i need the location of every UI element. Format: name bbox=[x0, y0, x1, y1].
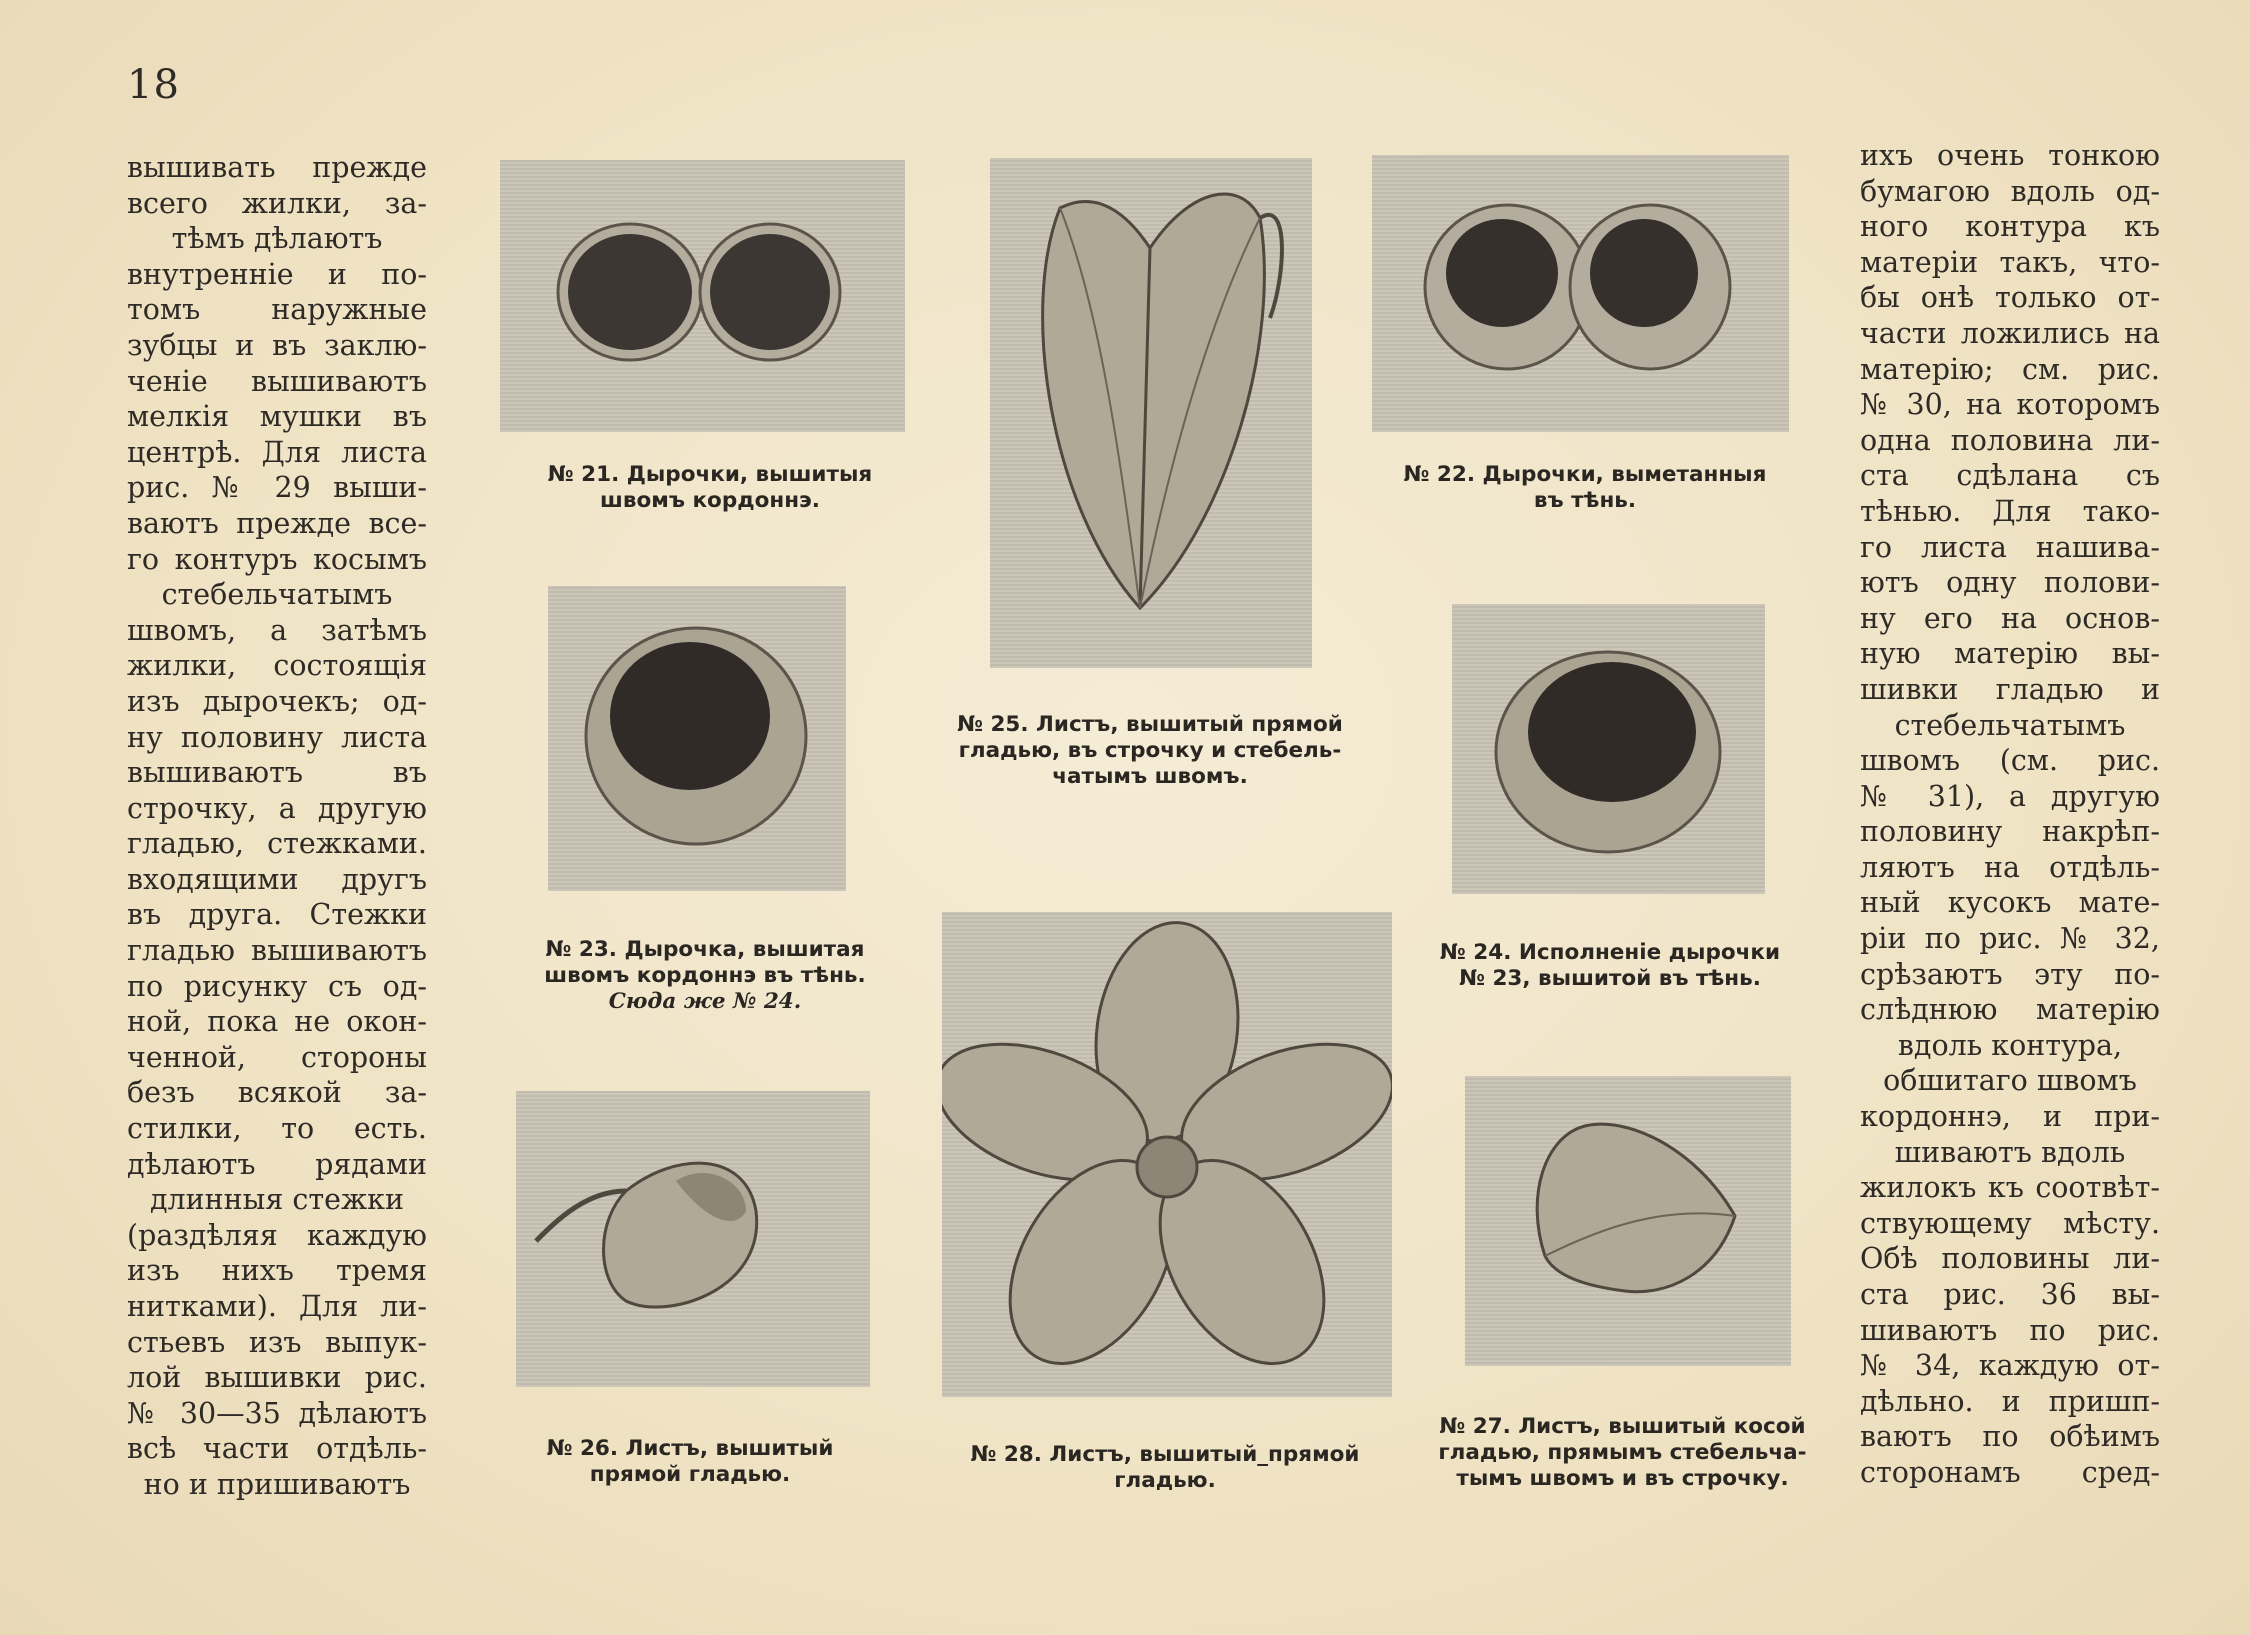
text-line: ляютъ на отдѣль- bbox=[1860, 850, 2160, 884]
text-line: нитками). Для ли- bbox=[127, 1290, 427, 1323]
text-line: ріи по рис. № 32, bbox=[1860, 922, 2160, 956]
text-line: жилки, состоящія bbox=[127, 649, 427, 683]
caption-line: № 26. Листъ, вышитый bbox=[546, 1436, 834, 1461]
figure-25-leaf bbox=[990, 158, 1312, 668]
text-line: ченіе вышиваютъ bbox=[127, 364, 427, 398]
leaf-26-illustration bbox=[516, 1091, 870, 1387]
text-line: шиваютъ по рис. bbox=[1860, 1313, 2160, 1347]
text-line: внутренніе и по- bbox=[127, 257, 427, 291]
text-line: строчку, а другую bbox=[127, 791, 427, 825]
text-line: безъ всякой за- bbox=[127, 1076, 427, 1110]
text-line: ствующему мѣсту. bbox=[1860, 1206, 2160, 1240]
text-line: вышивать прежде bbox=[127, 151, 427, 184]
caption-27 bbox=[1430, 1414, 1815, 1492]
eyelets-pair-illustration bbox=[500, 160, 905, 432]
text-line: изъ нихъ тремя bbox=[127, 1254, 427, 1288]
text-line: рис. № 29 выши- bbox=[127, 471, 427, 505]
eyelets-shaded-illustration bbox=[1372, 155, 1789, 432]
text-line: ютъ одну полови- bbox=[1860, 566, 2160, 600]
text-line: вышиваютъ въ bbox=[127, 756, 427, 790]
text-line: го контуръ косымъ bbox=[127, 542, 427, 576]
text-line: мелкія мушки въ bbox=[127, 400, 427, 434]
text-line: центрѣ. Для листа bbox=[127, 435, 427, 469]
figure-28-flower-leaf bbox=[942, 912, 1392, 1397]
caption-line: гладью, прямымъ стебельча- bbox=[1438, 1440, 1807, 1465]
text-line: ну его на основ- bbox=[1860, 601, 2160, 635]
text-line: го листа нашива- bbox=[1860, 530, 2160, 564]
caption-line: гладью. bbox=[1114, 1468, 1216, 1493]
caption-line: прямой гладью. bbox=[589, 1462, 791, 1487]
text-line: Обѣ половины ли- bbox=[1860, 1242, 2160, 1276]
caption-line: № 25. Листъ, вышитый прямой bbox=[957, 712, 1343, 737]
text-line: тѣмъ дѣлаютъ bbox=[171, 222, 383, 256]
text-line: срѣзаютъ эту по- bbox=[1860, 957, 2160, 991]
text-line: изъ дырочекъ; од- bbox=[127, 684, 427, 718]
caption-24 bbox=[1420, 940, 1800, 992]
text-line: кордоннэ, и при- bbox=[1860, 1100, 2160, 1134]
text-line: бы онѣ только от- bbox=[1860, 281, 2160, 315]
caption-25 bbox=[940, 712, 1360, 790]
caption-line: чатымъ швомъ. bbox=[1052, 764, 1248, 789]
text-line: всего жилки, за- bbox=[127, 186, 427, 220]
text-line: шиваютъ вдоль bbox=[1894, 1135, 2126, 1169]
text-line: но и пришиваютъ bbox=[143, 1467, 411, 1501]
text-line: сторонамъ сред- bbox=[1860, 1455, 2160, 1489]
text-line: (раздѣляя каждую bbox=[127, 1218, 427, 1252]
text-line: длинныя стежки bbox=[150, 1183, 404, 1217]
caption-21 bbox=[520, 462, 900, 514]
text-line: ваютъ прежде все- bbox=[127, 506, 427, 540]
text-line: дѣлаютъ рядами bbox=[127, 1147, 427, 1181]
text-line: стебельчатымъ bbox=[1894, 708, 2126, 742]
text-line: ной, пока не окон- bbox=[127, 1005, 427, 1039]
text-line: гладью, стежками. bbox=[127, 827, 427, 861]
text-line: ста сдѣлана съ bbox=[1860, 459, 2160, 493]
text-line: по рисунку съ од- bbox=[127, 969, 427, 1003]
text-line: ихъ очень тонкою bbox=[1860, 139, 2160, 172]
caption-line: № 22. Дырочки, выметанныя bbox=[1403, 462, 1767, 487]
text-line: дѣльно. и пришп- bbox=[1860, 1384, 2160, 1418]
text-line: всѣ части отдѣль- bbox=[127, 1432, 427, 1466]
caption-line: швомъ кордоннэ въ тѣнь. bbox=[544, 963, 866, 988]
caption-line: гладью, въ строчку и стебель- bbox=[958, 738, 1342, 763]
text-line: ного контура къ bbox=[1860, 210, 2160, 244]
text-line: стьевъ изъ выпук- bbox=[127, 1325, 427, 1359]
text-line: гладью вышиваютъ bbox=[127, 934, 427, 968]
text-line: ну половину листа bbox=[127, 720, 427, 754]
figure-26-leaf bbox=[516, 1091, 870, 1387]
text-line: одна половина ли- bbox=[1860, 423, 2160, 457]
text-line: бумагою вдоль од- bbox=[1860, 174, 2160, 208]
text-line: швомъ (см. рис. bbox=[1860, 744, 2160, 778]
text-line: матерію; см. рис. bbox=[1860, 352, 2160, 386]
eyelet-24-illustration bbox=[1452, 604, 1765, 894]
text-line: ную матерію вы- bbox=[1860, 637, 2160, 671]
figure-21-eyelets bbox=[500, 160, 905, 432]
text-line: части ложились на bbox=[1860, 316, 2160, 350]
text-line: зубцы и въ заклю- bbox=[127, 328, 427, 362]
text-line: жилокъ къ соотвѣт- bbox=[1860, 1171, 2160, 1205]
leaf-25-illustration bbox=[990, 158, 1312, 668]
text-line: томъ наружные bbox=[127, 293, 427, 327]
text-line: обшитаго швомъ bbox=[1883, 1064, 2137, 1098]
text-line: № 30—35 дѣлаютъ bbox=[127, 1396, 427, 1430]
page-number: 18 bbox=[127, 62, 180, 108]
caption-line: Сюда же № 24. bbox=[608, 989, 802, 1014]
caption-23 bbox=[525, 937, 885, 1015]
text-line: № 31), а другую bbox=[1860, 779, 2160, 813]
figure-27-leaf bbox=[1465, 1076, 1791, 1366]
left-text-column bbox=[127, 150, 427, 1503]
caption-28 bbox=[940, 1442, 1390, 1494]
caption-line: № 23. Дырочка, вышитая bbox=[545, 937, 865, 962]
text-line: слѣднюю матерію bbox=[1860, 993, 2160, 1027]
flower-28-illustration bbox=[942, 912, 1392, 1397]
caption-line: швомъ кордоннэ. bbox=[600, 488, 820, 513]
leaf-27-illustration bbox=[1465, 1076, 1791, 1366]
text-line: стебельчатымъ bbox=[161, 578, 393, 612]
caption-line: въ тѣнь. bbox=[1533, 488, 1637, 513]
text-line: швомъ, а затѣмъ bbox=[127, 613, 427, 647]
caption-line: № 28. Листъ, вышитый_прямой bbox=[970, 1442, 1360, 1467]
text-line: ный кусокъ мате- bbox=[1860, 886, 2160, 920]
text-line: тѣнью. Для тако- bbox=[1860, 494, 2160, 528]
text-line: № 34, каждую от- bbox=[1860, 1349, 2160, 1383]
text-line: стилки, то есть. bbox=[127, 1112, 427, 1146]
text-line: матеріи такъ, что- bbox=[1860, 245, 2160, 279]
text-line: половину накрѣп- bbox=[1860, 815, 2160, 849]
caption-line: № 27. Листъ, вышитый косой bbox=[1439, 1414, 1806, 1439]
text-line: шивки гладью и bbox=[1860, 672, 2160, 706]
text-line: № 30, на которомъ bbox=[1860, 388, 2160, 422]
text-line: въ друга. Стежки bbox=[127, 898, 427, 932]
figure-24-eyelet bbox=[1452, 604, 1765, 894]
caption-22 bbox=[1385, 462, 1785, 514]
caption-line: № 21. Дырочки, вышитыя bbox=[547, 462, 873, 487]
caption-line: тымъ швомъ и въ строчку. bbox=[1456, 1466, 1789, 1491]
caption-26 bbox=[520, 1436, 860, 1488]
text-line: ченной, стороны bbox=[127, 1040, 427, 1074]
text-line: лой вышивки рис. bbox=[127, 1361, 427, 1395]
figure-23-eyelet bbox=[548, 586, 846, 891]
text-line: ваютъ по обѣимъ bbox=[1860, 1420, 2160, 1454]
figure-22-eyelets bbox=[1372, 155, 1789, 432]
eyelet-23-illustration bbox=[548, 586, 846, 891]
text-line: входящими другъ bbox=[127, 862, 427, 896]
caption-line: № 23, вышитой въ тѣнь. bbox=[1459, 966, 1761, 991]
text-line: ста рис. 36 вы- bbox=[1860, 1278, 2160, 1311]
text-line: вдоль контура, bbox=[1897, 1028, 2123, 1062]
right-text-column bbox=[1860, 138, 2160, 1491]
caption-line: № 24. Исполненіе дырочки bbox=[1439, 940, 1781, 965]
